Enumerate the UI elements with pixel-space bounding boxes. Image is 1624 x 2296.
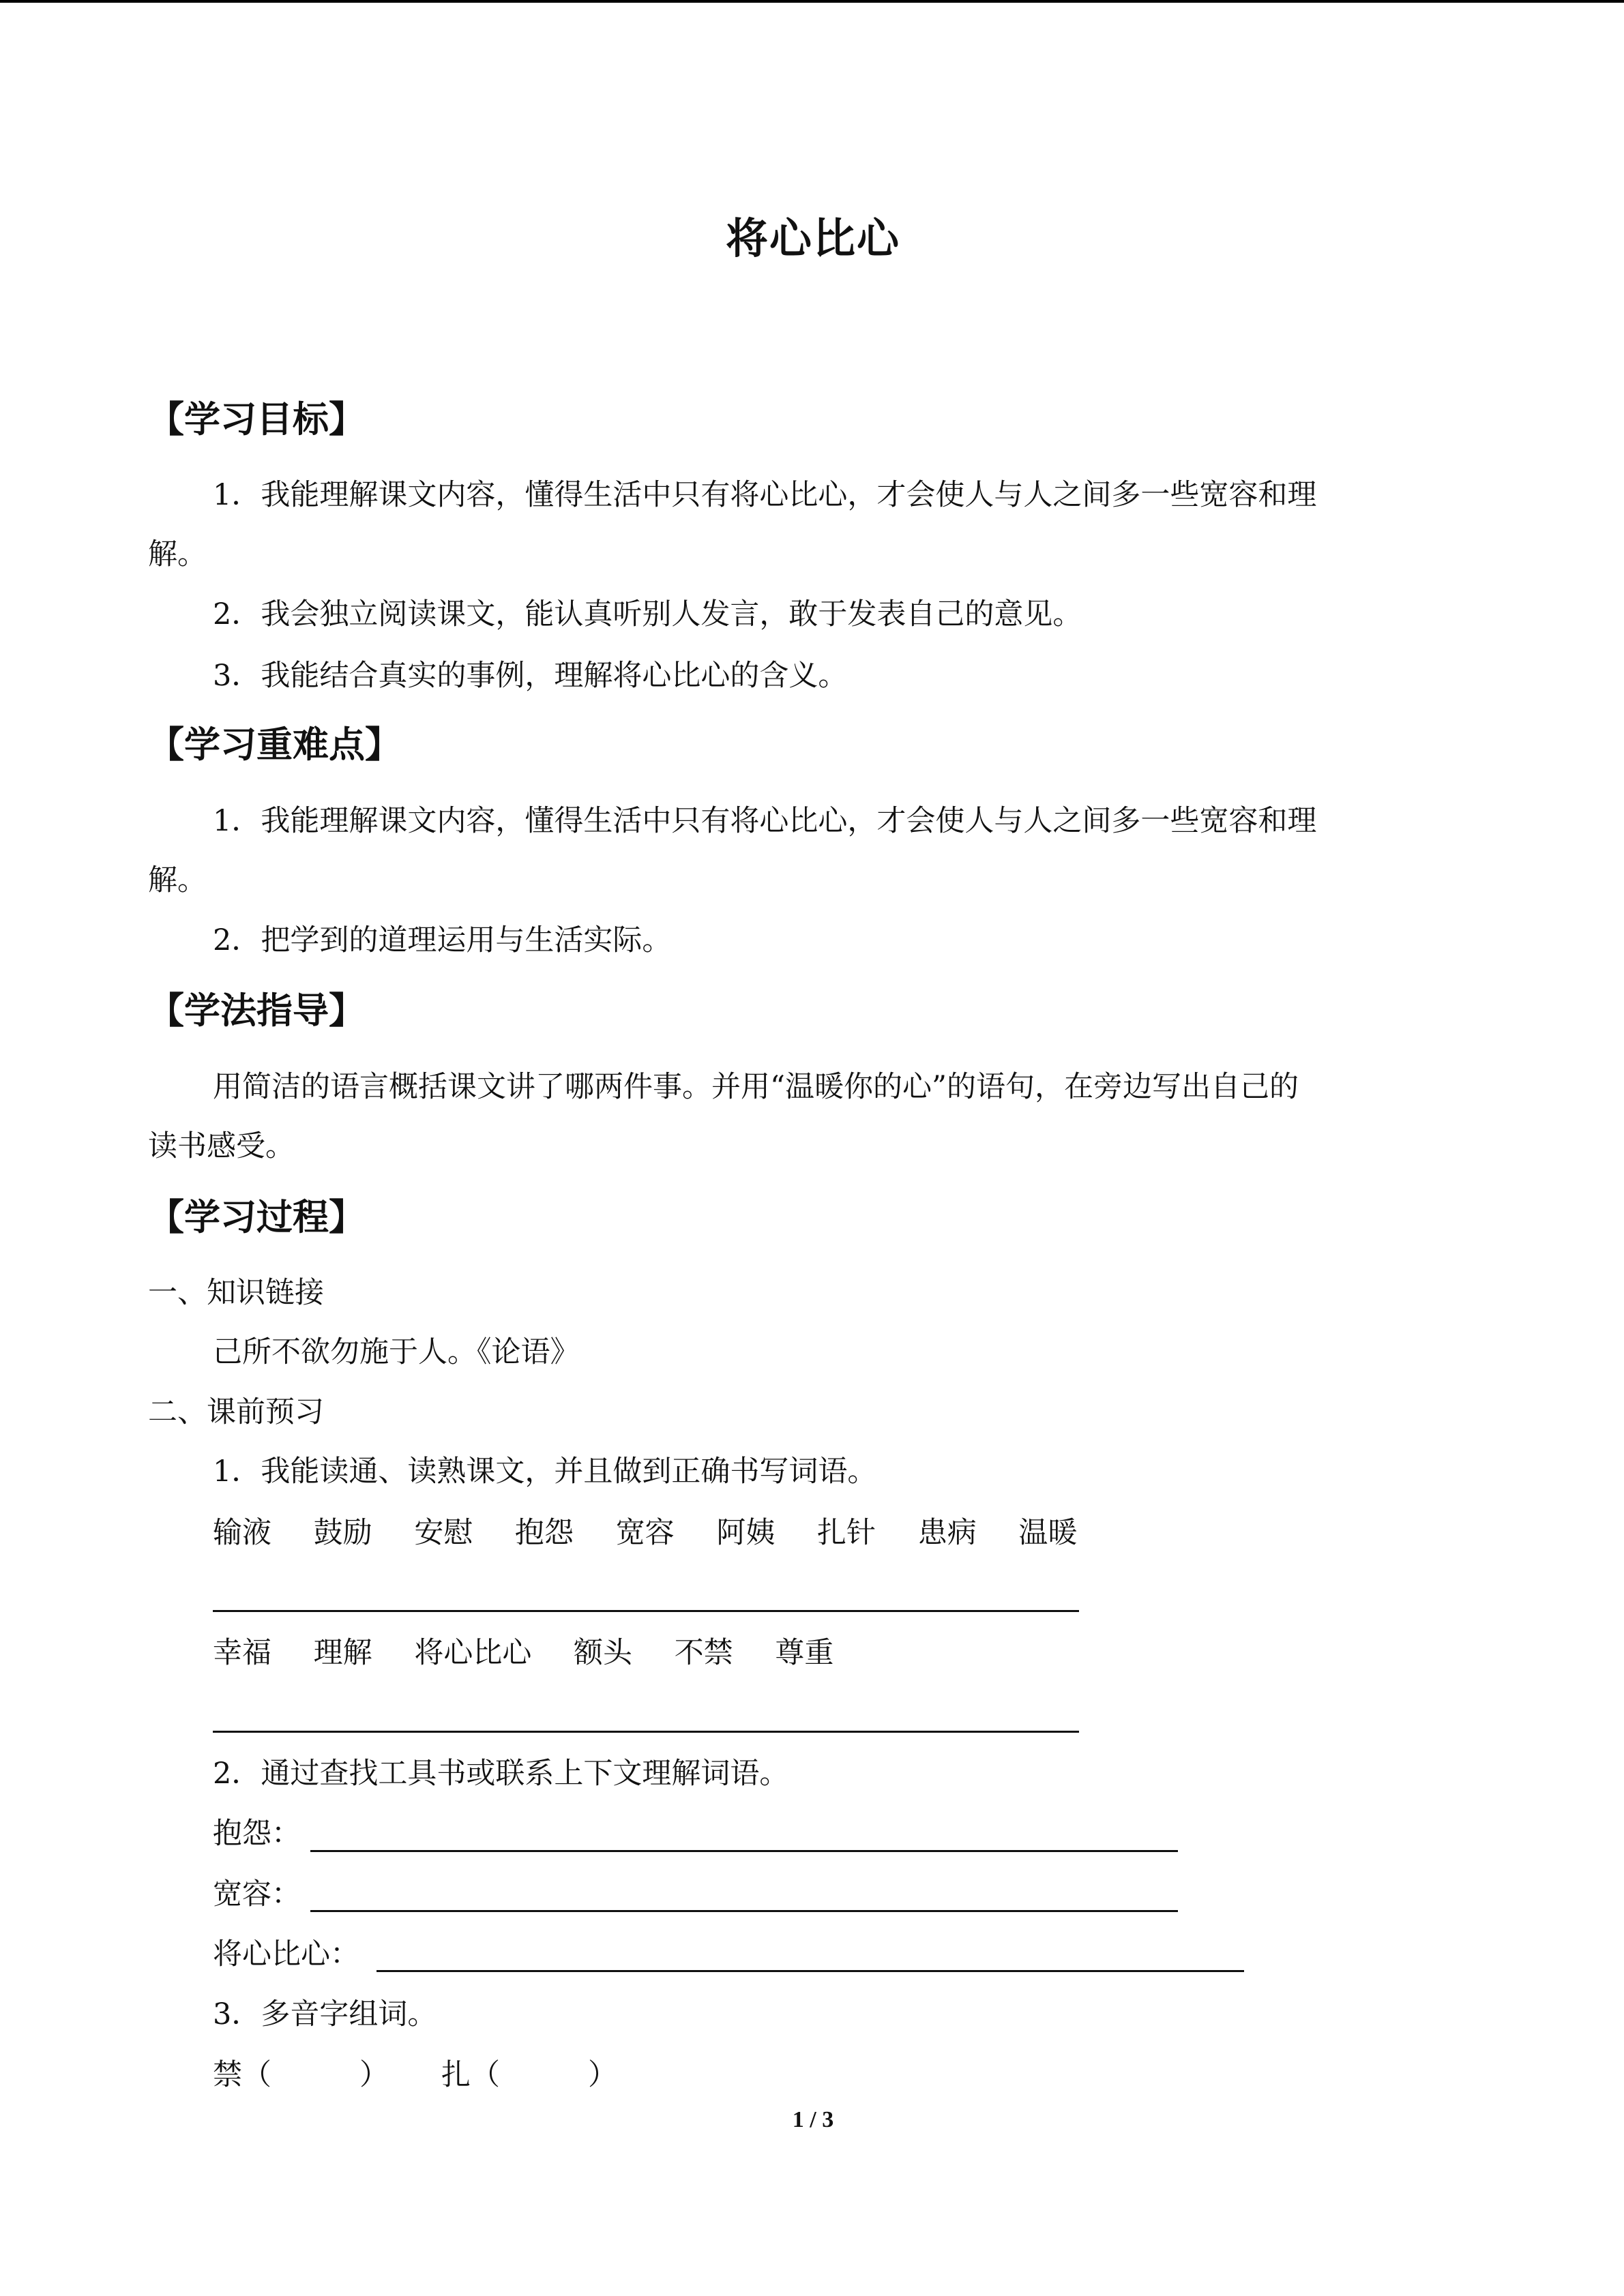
word: 阿姨 xyxy=(716,1516,776,1550)
goal-item-1-cont: 解。 xyxy=(148,537,207,571)
goal-item-1: 1．我能理解课文内容，懂得生活中只有将心比心，才会使人与人之间多一些宽容和理 xyxy=(213,478,1317,512)
word-row-2 xyxy=(213,1636,866,1670)
heading-goals: 【学习目标】 xyxy=(148,399,365,441)
word: 理解 xyxy=(313,1636,372,1670)
key-point-1: 1．我能理解课文内容，懂得生活中只有将心比心，才会使人与人之间多一些宽容和理 xyxy=(213,804,1317,838)
word: 患病 xyxy=(917,1516,977,1550)
key-point-2: 2．把学到的道理运用与生活实际。 xyxy=(213,923,672,957)
polyphone-1: 禁（ ） xyxy=(213,2058,389,2092)
term-answer-line-3[interactable] xyxy=(377,1970,1244,1972)
word: 鼓励 xyxy=(313,1516,372,1550)
word: 不禁 xyxy=(674,1636,733,1670)
task2-text: 2．通过查找工具书或联系上下文理解词语。 xyxy=(213,1757,789,1791)
part1-title: 一、知识链接 xyxy=(148,1276,324,1310)
word: 额头 xyxy=(574,1636,633,1670)
goal-item-2: 2．我会独立阅读课文，能认真听别人发言，敢于发表自己的意见。 xyxy=(213,597,1082,631)
method-line-2: 读书感受。 xyxy=(148,1129,295,1163)
term-label-3: 将心比心： xyxy=(213,1937,359,1971)
word: 尊重 xyxy=(775,1636,834,1670)
part2-title: 二、课前预习 xyxy=(148,1395,324,1429)
heading-key-points: 【学习重难点】 xyxy=(148,724,401,766)
word-row-1 xyxy=(213,1516,1110,1550)
task3-text: 3．多音字组词。 xyxy=(213,1997,437,2031)
term-answer-line-1[interactable] xyxy=(310,1850,1178,1852)
key-point-1-cont: 解。 xyxy=(148,863,207,897)
heading-method: 【学法指导】 xyxy=(148,990,365,1032)
top-border xyxy=(0,0,1624,3)
word: 抱怨 xyxy=(515,1516,574,1550)
answer-line-1[interactable] xyxy=(213,1610,1079,1612)
word: 输液 xyxy=(213,1516,271,1550)
word: 幸福 xyxy=(213,1636,271,1670)
part1-text: 己所不欲勿施于人。《论语》 xyxy=(213,1335,580,1369)
page-title: 将心比心 xyxy=(725,213,900,263)
task1-text: 1．我能读通、读熟课文，并且做到正确书写词语。 xyxy=(213,1455,877,1489)
term-answer-line-2[interactable] xyxy=(310,1910,1178,1912)
word: 安慰 xyxy=(414,1516,473,1550)
goal-item-3: 3．我能结合真实的事例，理解将心比心的含义。 xyxy=(213,659,848,693)
term-label-2: 宽容： xyxy=(213,1877,301,1911)
word: 将心比心 xyxy=(414,1636,532,1670)
word: 宽容 xyxy=(615,1516,675,1550)
method-line-1: 用简洁的语言概括课文讲了哪两件事。并用“温暖你的心”的语句，在旁边写出自己的 xyxy=(213,1070,1299,1104)
page-number: 1 / 3 xyxy=(792,2107,834,2132)
polyphone-2: 扎（ ） xyxy=(441,2058,617,2092)
heading-process: 【学习过程】 xyxy=(148,1197,365,1238)
word: 温暖 xyxy=(1018,1516,1078,1550)
answer-line-2[interactable] xyxy=(213,1731,1079,1733)
word: 扎针 xyxy=(817,1516,876,1550)
term-label-1: 抱怨： xyxy=(213,1817,301,1851)
